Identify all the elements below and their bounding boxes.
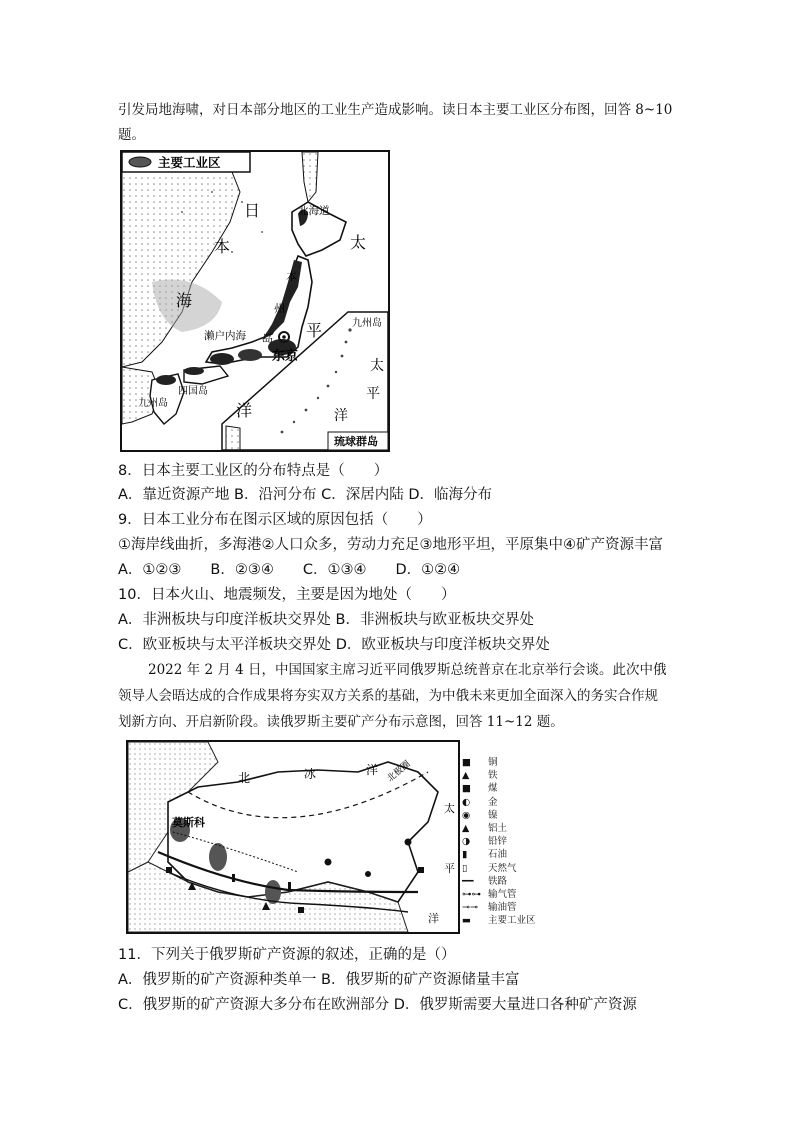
label-ping: 平 [306, 321, 323, 340]
coal-icon: ■ [462, 783, 471, 795]
question-10-options-cd: C．欧亚板块与太平洋板块交界处 D．欧亚板块与印度洋板块交界处 [118, 637, 550, 653]
nagoya-industrial-zone [238, 349, 262, 361]
label-bei: 北 [238, 771, 251, 785]
label-ryukyu: 琉球群岛 [334, 435, 378, 448]
legend-label: 主要工业区 [158, 155, 221, 170]
legend-label: 铁路 [488, 875, 508, 887]
osaka-industrial-zone [210, 353, 234, 365]
intro-line-2: 题。 [118, 127, 145, 143]
legend-item-industrial-zone [462, 914, 562, 927]
japan-industrial-map [120, 150, 390, 452]
railway-icon: ━━ [462, 875, 474, 887]
label-pacific-ping: 平 [444, 862, 455, 875]
legend-item-lead-zinc [462, 835, 562, 848]
russia-landmass [168, 762, 438, 902]
label-yang-north: 洋 [366, 763, 379, 777]
russia-map-legend [462, 756, 562, 928]
oil-pipeline-icon: ⊸⊸ [462, 902, 478, 914]
label-inset-ping: 平 [366, 386, 380, 402]
legend-label: 煤 [488, 783, 498, 795]
russia-mineral-map [126, 740, 460, 934]
tokyo-marker-dot-icon [282, 335, 286, 339]
copper-icon: ■ [462, 757, 471, 768]
label-yang: 洋 [236, 401, 253, 420]
legend-item-oil [462, 848, 562, 861]
industrial-zone-icon: ▬ [462, 915, 471, 927]
label-honshu-dao: 岛 [262, 332, 273, 345]
lead-zinc-icon: ◑ [462, 836, 471, 848]
intro-line-1: 引发局地海啸，对日本部分地区的工业生产造成影响。读日本主要工业区分布图，回答 8~10 [118, 102, 673, 118]
nickel-icon: ◉ [462, 809, 471, 821]
legend-label: 金 [488, 796, 498, 808]
label-kyushu: 九州岛 [138, 398, 168, 409]
legend-label: 主要工业区 [488, 915, 536, 927]
paragraph-line-1: 2022 年 2 月 4 日，中国国家主席习近平同俄罗斯总统普京在北京举行会谈。此次中俄 [148, 662, 667, 678]
label-honshu-zhou: 州 [274, 302, 285, 315]
legend-item-gold [462, 796, 562, 809]
legend-item-nickel [462, 809, 562, 822]
legend-item-oil-pipeline [462, 901, 562, 914]
taiwan-island [226, 426, 240, 450]
label-tokyo: 东京 [272, 349, 299, 364]
legend-label: 铅锌 [488, 836, 508, 848]
gold-icon: ◐ [462, 796, 471, 808]
japan-map-graphic [122, 152, 388, 450]
paragraph-line-3: 划新方向、开启新阶段。读俄罗斯主要矿产分布示意图，回答 11~12 题。 [118, 714, 564, 730]
question-8: 8．日本主要工业区的分布特点是（ ） [118, 463, 389, 479]
legend-label: 石油 [488, 849, 508, 861]
label-inset-kyushu: 九州岛 [352, 318, 382, 329]
oil-icon: ▮ [462, 849, 468, 861]
paragraph-line-2: 领导人会晤达成的合作成果将夯实双方关系的基础，为中俄未来更加全面深入的务实合作规 [118, 688, 658, 704]
russia-map-graphic [128, 742, 458, 932]
kitakyushu-industrial-zone [156, 375, 176, 385]
question-9-options: A．①②③ B．②③④ C．①③④ D．①②④ [118, 562, 461, 578]
question-8-options: A．靠近资源产地 B．沿河分布 C．深居内陆 D．临海分布 [118, 487, 492, 503]
legend-label: 铜 [488, 757, 498, 768]
legend-label: 输油管 [488, 902, 517, 914]
gas-pipeline-icon: ⊶⊶ [462, 889, 481, 901]
legend-item-copper [462, 756, 562, 769]
question-11-options-cd: C．俄罗斯的矿产资源大多分布在欧洲部分 D．俄罗斯需要大量进口各种矿产资源 [118, 997, 637, 1013]
question-9: 9．日本工业分布在图示区域的原因包括（ ） [118, 512, 432, 528]
question-10-options-ab: A．非洲板块与印度洋板块交界处 B．非洲板块与欧亚板块交界处 [118, 612, 534, 628]
question-11-options-ab: A．俄罗斯的矿产资源种类单一 B．俄罗斯的矿产资源储量丰富 [118, 972, 520, 988]
label-hokkaido: 北海道 [298, 205, 330, 217]
label-bing: 冰 [304, 767, 317, 781]
legend-list [462, 756, 562, 928]
label-arctic-circle: 北极圈 [385, 759, 413, 785]
legend-item-gas [462, 862, 562, 875]
legend-label: 镍 [488, 809, 498, 821]
label-inset-yang: 洋 [334, 408, 348, 424]
legend-label: 输气管 [488, 889, 517, 901]
legend-item-railway [462, 875, 562, 888]
seto-industrial-zone [184, 367, 204, 375]
label-seto: 濑户内海 [204, 330, 246, 342]
ryukyu-inset [222, 312, 388, 450]
bauxite-icon: ▲ [462, 823, 470, 835]
question-9-statements: ①海岸线曲折，多海港②人口众多，劳动力充足③地形平坦，平原集中④矿产资源丰富 [118, 537, 663, 553]
gas-icon: ▯ [462, 862, 468, 874]
label-inset-tai: 太 [370, 358, 384, 374]
label-pacific-yang: 洋 [428, 912, 439, 925]
legend-item-iron [462, 769, 562, 782]
label-ben: 本 [214, 237, 231, 256]
label-honshu-ben: 本 [286, 270, 297, 283]
legend-item-bauxite [462, 822, 562, 835]
label-shikoku: 四国岛 [178, 386, 208, 397]
label-tai: 太 [350, 233, 367, 252]
label-hai: 海 [176, 291, 193, 310]
industrial-zone-legend-icon [129, 157, 151, 167]
label-moscow: 莫斯科 [172, 816, 205, 829]
question-10: 10．日本火山、地震频发，主要是因为地处（ ） [118, 587, 456, 603]
legend-label: 天然气 [488, 862, 517, 874]
legend-label: 铁 [488, 770, 498, 782]
legend-item-gas-pipeline [462, 888, 562, 901]
iron-icon: ▲ [462, 770, 470, 782]
legend-item-coal [462, 782, 562, 795]
sakhalin-island [302, 152, 318, 202]
label-pacific-tai: 太 [444, 802, 455, 815]
label-ri: 日 [244, 201, 261, 220]
question-11: 11．下列关于俄罗斯矿产资源的叙述，正确的是（） [118, 947, 456, 963]
legend-label: 铝土 [488, 823, 508, 835]
